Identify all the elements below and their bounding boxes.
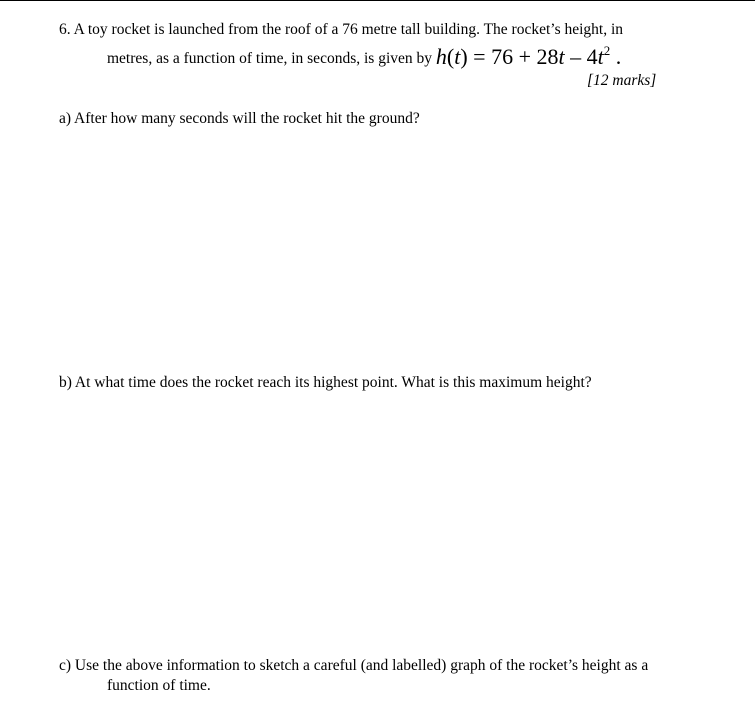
part-b-question: b) At what time does the rocket reach its highest point. What is this maximum height? [59, 374, 592, 391]
formula-t2: t [558, 44, 565, 69]
formula-t: t [454, 44, 461, 69]
part-c-question-line-1: c) Use the above information to sketch a careful (and labelled) graph of the rocket’s height as a [59, 657, 649, 674]
height-formula [436, 44, 621, 69]
formula-close: ) [460, 44, 468, 69]
part-c-question-line-2: function of time. [107, 677, 211, 694]
formula-h: h [435, 44, 447, 69]
formula-exponent: 2 [603, 43, 611, 58]
formula-t3: t [597, 44, 604, 69]
formula-equals: = 76 + 28 [467, 44, 559, 69]
part-a-question: a) After how many seconds will the rocket hit the ground? [59, 110, 420, 127]
formula-minus: – 4 [564, 44, 598, 69]
question-line-2 [107, 43, 622, 69]
question-line-2-text: metres, as a function of time, in seconds, is given by [107, 50, 433, 67]
top-rule [0, 0, 755, 1]
formula-end: . [610, 44, 622, 69]
question-line-1: 6. A toy rocket is launched from the roof of a 76 metre tall building. The rocket’s height, in [59, 21, 624, 38]
formula-open: ( [446, 44, 455, 69]
marks-label: [12 marks] [587, 72, 657, 89]
